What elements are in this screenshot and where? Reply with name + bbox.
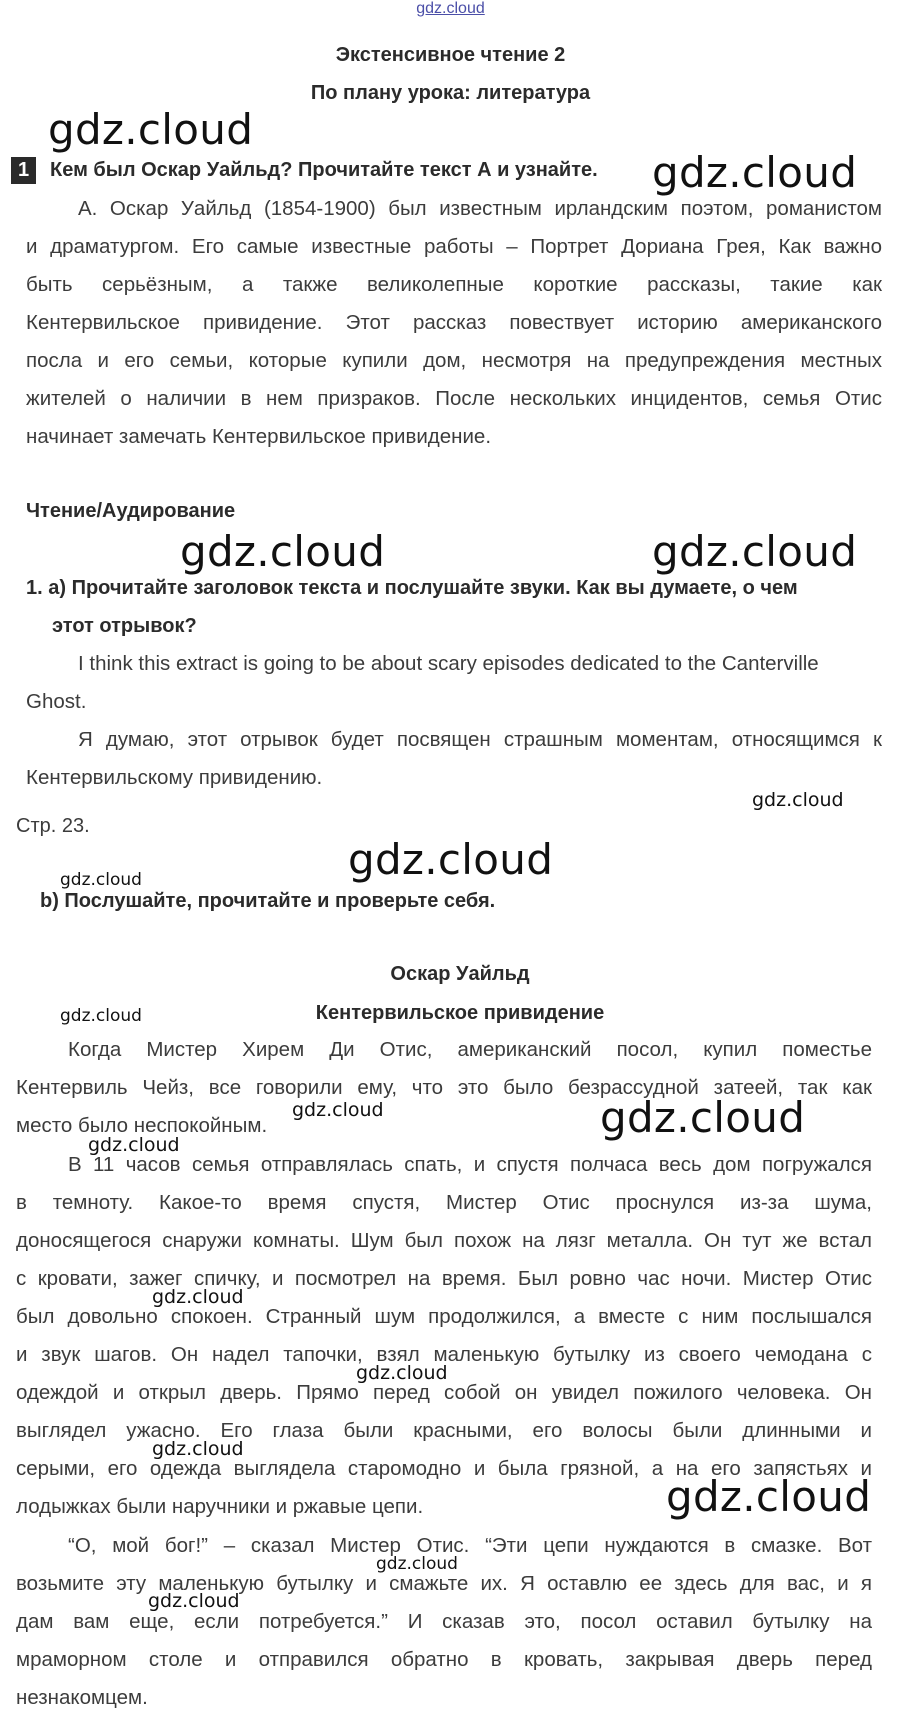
text-line: “О, мой бог!” – сказал Мистер Отис. “Эти цепи нуждаются в смазке. Вот: [68, 1534, 872, 1557]
watermark: gdz.cloud: [356, 1362, 448, 1384]
page-subtitle: По плану урока: литература: [310, 82, 591, 104]
text-line: посла и его семьи, которые купили дом, несмотря на предупреждения местных: [26, 349, 882, 372]
watermark: gdz.cloud: [180, 527, 386, 576]
story-title: Кентервильское привидение: [315, 1002, 605, 1024]
answer-russian: [26, 721, 882, 797]
text-line: выглядел ужасно. Его глаза были красными, его волосы были длинными и: [16, 1419, 872, 1442]
watermark: gdz.cloud: [88, 1134, 180, 1156]
watermark: gdz.cloud: [60, 1006, 142, 1026]
watermark: gdz.cloud: [652, 148, 858, 197]
text-line: дам вам еще, если потребуется.” И сказав это, посол оставил бутылку на: [16, 1610, 872, 1633]
text-line: жителей о наличии в нем призраков. После нескольких инцидентов, семья Отис: [26, 387, 882, 410]
text-line: и драматургом. Его самые известные работы – Портрет Дориана Грея, Как важно: [26, 235, 882, 258]
text-line: Я думаю, этот отрывок будет посвящен страшным моментам, относящимся к: [78, 728, 882, 751]
watermark: gdz.cloud: [60, 870, 142, 890]
text-line: быть серьёзным, а также великолепные короткие рассказы, такие как: [26, 273, 882, 296]
answer-english: [26, 645, 882, 721]
text-line: мраморном столе и отправился обратно в кровать, закрывая дверь перед: [16, 1648, 872, 1671]
watermark: gdz.cloud: [348, 835, 554, 884]
task1-text: [26, 190, 882, 456]
watermark: gdz.cloud: [48, 105, 254, 154]
text-line: Когда Мистер Хирем Ди Отис, американский посол, купил поместье: [68, 1038, 872, 1061]
story-paragraph-2: [16, 1146, 872, 1526]
text-line: незнакомцем.: [16, 1686, 148, 1709]
text-line: доносящегося снаружи комнаты. Шум был похож на лязг металла. Он тут же встал: [16, 1229, 872, 1252]
text-line: Ghost.: [26, 690, 87, 713]
text-line: А. Оскар Уайльд (1854-1900) был известным ирландским поэтом, романистом: [78, 197, 882, 220]
story-author: Оскар Уайльд: [390, 963, 530, 985]
text-line: начинает замечать Кентервильское привидение.: [26, 425, 492, 448]
text-line: лодыжках были наручники и ржавые цепи.: [16, 1495, 424, 1518]
watermark: gdz.cloud: [152, 1438, 244, 1460]
text-line: серыми, его одежда выглядела старомодно и была грязной, а на его запястьях и: [16, 1457, 872, 1480]
section-heading: Чтение/Аудирование: [26, 500, 236, 522]
task-number-badge: 1: [11, 157, 36, 184]
text-line: одеждой и открыл дверь. Прямо перед собой он увидел пожилого человека. Он: [16, 1381, 872, 1404]
watermark: gdz.cloud: [666, 1472, 872, 1521]
top-watermark-link[interactable]: gdz.cloud: [416, 0, 485, 17]
text-line: Кентервиль Чейз, все говорили ему, что это было безрассудной затеей, так как: [16, 1076, 872, 1099]
watermark: gdz.cloud: [376, 1554, 458, 1574]
watermark: gdz.cloud: [148, 1590, 240, 1612]
reading-question-line2: этот отрывок?: [52, 615, 197, 637]
watermark: gdz.cloud: [152, 1286, 244, 1308]
text-line: Кентервильское привидение. Этот рассказ повествует историю американского: [26, 311, 882, 334]
task-b-instruction: b) Послушайте, прочитайте и проверьте себя.: [40, 890, 496, 912]
text-line: был довольно спокоен. Странный шум продолжился, а вместе с ним послышался: [16, 1305, 872, 1328]
watermark: gdz.cloud: [652, 527, 858, 576]
text-line: с кровати, зажег спичку, и посмотрел на время. Был ровно час ночи. Мистер Отис: [16, 1267, 872, 1290]
watermark: gdz.cloud: [752, 789, 844, 811]
text-line: место было неспокойным.: [16, 1114, 268, 1137]
watermark: gdz.cloud: [600, 1093, 806, 1142]
text-line: Кентервильскому привидению.: [26, 766, 323, 789]
text-line: В 11 часов семья отправлялась спать, и спустя полчаса весь дом погружался: [68, 1153, 872, 1176]
reading-question-line1: 1. a) Прочитайте заголовок текста и послушайте звуки. Как вы думаете, о чем: [26, 577, 798, 599]
text-line: и звук шагов. Он надел тапочки, взял маленькую бутылку из своего чемодана с: [16, 1343, 872, 1366]
text-line: в темноту. Какое-то время спустя, Мистер Отис проснулся из-за шума,: [16, 1191, 872, 1214]
task1-question: Кем был Оскар Уайльд? Прочитайте текст А и узнайте.: [50, 159, 598, 181]
text-line: возьмите эту маленькую бутылку и смажьте их. Я оставлю ее здесь для вас, и я: [16, 1572, 872, 1595]
page-title: Экстенсивное чтение 2: [335, 44, 566, 66]
text-line: I think this extract is going to be about scary episodes dedicated to the Canterville: [78, 652, 819, 675]
page-reference: Стр. 23.: [16, 815, 90, 837]
watermark: gdz.cloud: [292, 1099, 384, 1121]
